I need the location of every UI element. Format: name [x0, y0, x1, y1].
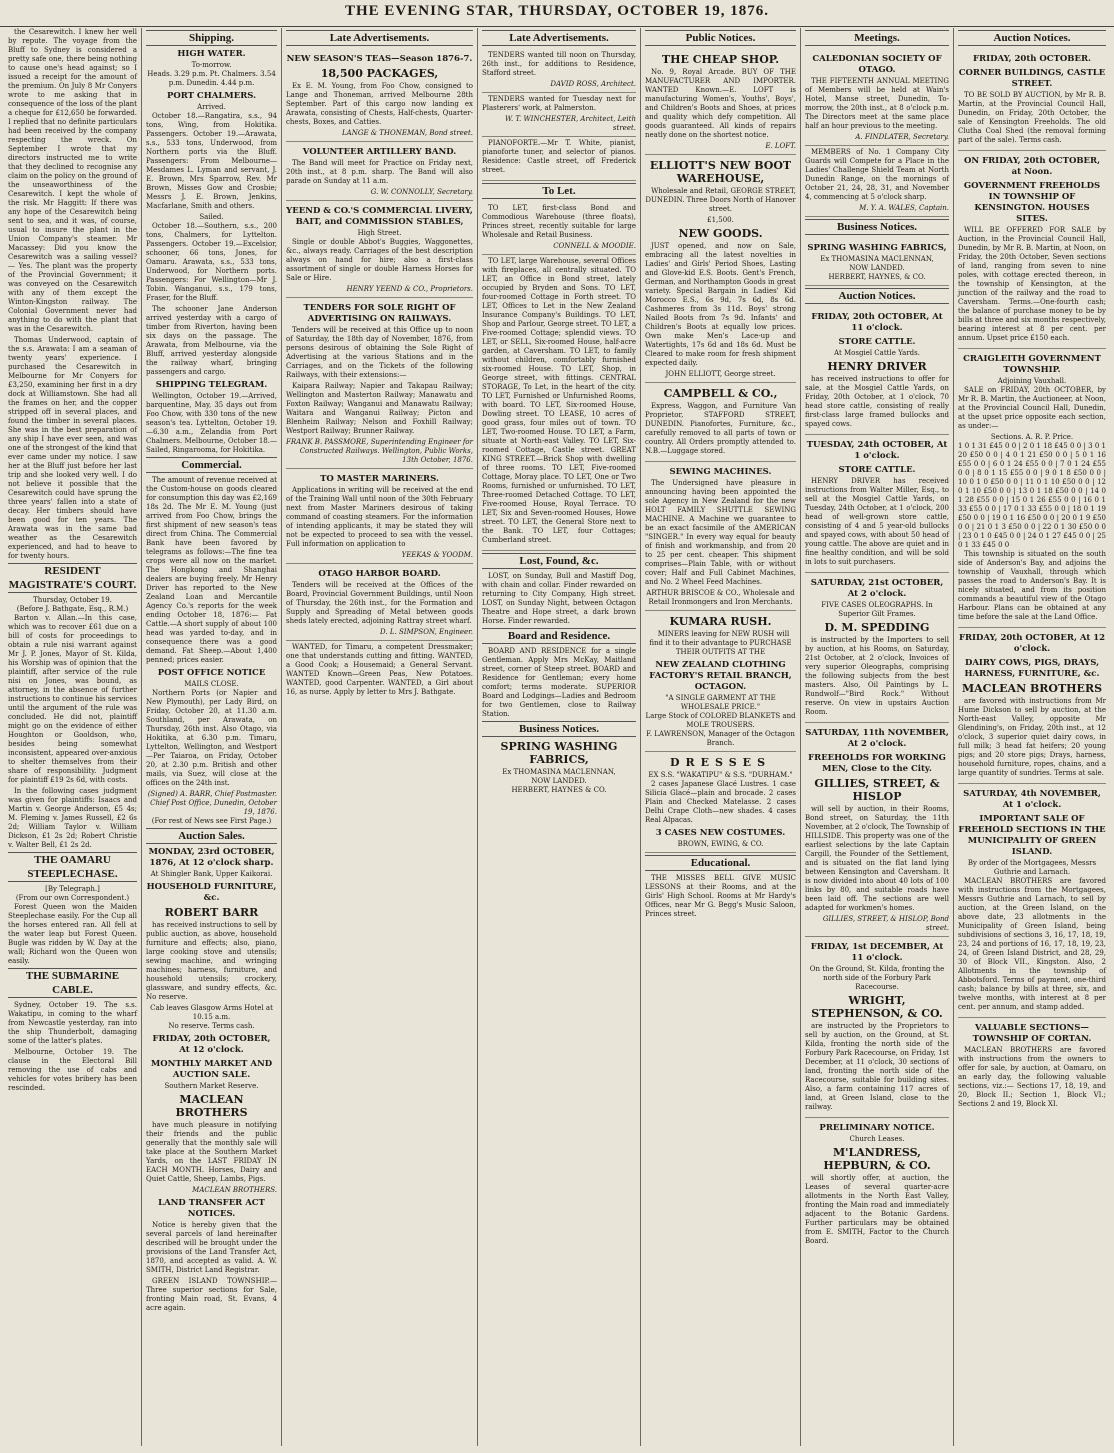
store-cattle-title: STORE CATTLE. [838, 337, 916, 347]
to-let-list-text: TO LET, large Warehouse, several Offices with fireplaces, all centrally situated. TO LET, an Office in Bond street, lately occupied by Bryden and Sons. TO LET, four-roomed Cottage in Forth street. TO LET, Offices to Let in the New Zealand Insurance Company's Buildings. TO LET, Shop and Parlour, George street. TO LET, a Five-roomed Cottage; splendid views. TO LET, or SELL, Six-roomed House, half-acre garden, at Caversham. TO LET, to family without children, comfortably furnished six-roomed House. TO LET, Shop, in George street, with fittings. CENTRAL STORAGE, To Let, in the heart of the city. TO LET, Furnished or Unfurnished Rooms, with board. TO LET, Six-roomed House, Dowling street. TO LEASE, 10 acres of good grass, four miles out of town. TO LET, Two-roomed House. TO LET, a Farm, situate at North-east Valley. TO LET, Six-roomed Cottage, Castle street. GREAT KING STREET.—Brick Shop with dwelling of three rooms. TO LET, Five-roomed Cottage, Moray place. TO LET, One or Two Rooms, furnished or unfurnished. TO LET, Three-roomed Detached Cottage. TO LET, Five-roomed House, Royal Terrace. TO LET, Six and Seven-roomed Houses, Howe street. TO LET, the General Store next to the Bank. TO LET, four Cottages; Cumberland street. [482, 257, 636, 544]
green-island-title: IMPORTANT SALE OF FREEHOLD SECTIONS IN THE MUNICIPALITY OF GREEN ISLAND. [958, 814, 1106, 857]
gillies-name: GILLIES, STREET, & HISLOP [814, 777, 940, 803]
harbour-board-signature: D. L. SIMPSON, Engineer. [380, 628, 473, 636]
kensington-text: TO BE SOLD BY AUCTION, by Mr R. B. Martin, at the Provincial Council Hall, Dunedin, on Friday, 20th October, the sale of Kensington Freeholds. The old Clutha Coal Shed (the removal forming part of the sale). Terms cash. [958, 91, 1106, 144]
tomorrow-label: To-morrow. [191, 61, 232, 69]
monday-sale-date: MONDAY, 23rd OCTOBER, 1876, At 12 o'clock sharp. [148, 847, 275, 868]
magistrates-court-date: Thursday, October 19. [33, 596, 112, 604]
monthly-market-title: MONTHLY MARKET AND AUCTION SALE. [150, 1059, 273, 1080]
washing-fabrics-signature: HERBERT, HAYNES & CO. [511, 786, 607, 794]
to-let-warehouse-ad [482, 202, 636, 255]
cortan-ad [958, 1018, 1106, 1114]
teas-ad [286, 49, 473, 142]
henry-driver-text: has received instructions to offer for sale, at the Mosgiel Cattle Yards, on Friday, 20th October, at 1 o'clock, 70 head store cattle, consisting of really first-class large framed bullocks and spayed cows. [805, 375, 949, 428]
column-3 [282, 28, 478, 1446]
kumara-text: MINERS leaving for NEW RUSH will find it to their advantage to PURCHASE THEIR OUTFITS AT THE [649, 630, 792, 656]
ross-tenders-text: TENDERS wanted till noon on Thursday, 26th inst., for additions to Residence, Stafford street. [482, 51, 636, 77]
to-let-warehouse-signature: CONNELL & MOODIE. [553, 242, 636, 250]
city-guards-ad [805, 146, 949, 217]
submarine-cable-text-2: Melbourne, October 19. The clause in the Electoral Bill removing the use of cabs and vehicles for votes bribery has been rescinded. [8, 1048, 137, 1092]
artillery-text: The Band will meet for Practice on Friday next, 20th inst., at 8 p.m. sharp. The Band will also parade on Sunday at 11 a.m. [286, 159, 473, 185]
kumara-ad [645, 611, 796, 752]
lost-found-title: Lost, Found, &c. [482, 553, 636, 569]
post-office-signature: (Signed) A. BARR, Chief Postmaster. Chief Post Office, Dunedin, October 19, 1876. [147, 790, 277, 816]
cortan-title: VALUABLE SECTIONS—TOWNSHIP OF CORTAN. [972, 1023, 1092, 1044]
st-kilda-ad [805, 937, 949, 1118]
column-5 [641, 28, 801, 1446]
sailed-label: Sailed. [199, 213, 224, 221]
arrived-label: Arrived. [197, 103, 226, 111]
elliott-text: Wholesale and Retail, GEORGE STREET, DUNEDIN. Three Doors North of Hanover street. [645, 187, 796, 213]
pianoforte-text: PIANOFORTE.—Mr T. White, pianist, pianoforte tuner, and selector of pianos. Residence: Castle street, off Frederick street. [482, 139, 636, 174]
caledonian-ad [805, 49, 949, 146]
government-freeholds-date: ON FRIDAY, 20th OCTOBER, at Noon. [963, 156, 1101, 177]
spedding-name: D. M. SPEDDING [824, 621, 930, 634]
railway-list: Kaipara Railway; Napier and Takapau Railway; Wellington and Masterton Railway; Manawatu and Foxton Railway; Wanganui and Manawatu Railway; Waitara and Wanganui Railway; Picton and Blenheim Railway; Nelson and Foxhill Railway; Westport Railway; Brunner Railway. [286, 382, 473, 435]
kensington-date: FRIDAY, 20th OCTOBER. [973, 54, 1091, 64]
kumara-title: KUMARA RUSH. [669, 615, 772, 628]
cheap-shop-ad [645, 49, 796, 155]
craigleith-lots-table: 1 0 1 31 £45 0 0 | 2 0 1 18 £45 0 0 | 3 0 1 20 £50 0 0 | 4 0 1 21 £50 0 0 | 5 0 1 16 £55 0 0 | 6 0 1 24 £55 0 0 | 7 0 1 24 £55 0 0 | 8 0 1 15 £55 0 0 | 9 0 1 8 £50 0 0 | 10 0 1 0 £50 0 0 | 11 0 1 10 £50 0 0 | 12 0 1 10 £50 0 0 | 13 0 1 18 £50 0 0 | 14 0 1 28 £55 0 0 | 15 0 1 26 £55 0 0 | 16 0 1 33 £55 0 0 | 17 0 1 33 £55 0 0 | 18 0 1 19 £50 0 0 | 19 0 1 16 £50 0 0 | 20 0 1 9 £50 0 0 | 21 0 1 3 £50 0 0 | 22 0 1 30 £50 0 0 | 23 0 1 0 £45 0 0 | 24 0 1 27 £45 0 0 | 25 0 1 33 £45 0 0 [958, 442, 1106, 549]
mariners-signature: YEEKAS & YOODM. [401, 551, 473, 559]
railway-tenders-signature: FRANK B. PASSMORE, Superintending Engineer for Constructed Railways. Wellington, Public Works, 13th October, 1876. [286, 438, 473, 464]
craigleith-text-2: This township is situated on the south side of Anderson's Bay, and adjoins the township of Vauxhall, through which passes the road to Anderson's Bay. It is nicely situated, and from its position commands a beautiful view of the Otago Harbour. Plans can be obtained at any time before the sale at the Land Office. [958, 550, 1106, 621]
oleographs-ad [805, 573, 949, 723]
railway-tenders-title: TENDERS FOR SOLE RIGHT OF ADVERTISING ON RAILWAYS. [303, 303, 456, 324]
lost-found-text: LOST, on Sunday, Bull and Mastiff Dog, with chain and collar. Finder rewarded on returning to City Company, High street. LOST, on Sunday Night, between Octagon Theatre and Hope street, a dark brown Horse. Finder rewarded. [482, 572, 636, 625]
educational-title: Educational. [645, 855, 796, 871]
shipping-telegram-title: SHIPPING TELEGRAM. [155, 380, 268, 390]
steeplechase-source: (From our own Correspondent.) [15, 894, 130, 902]
magistrates-court-before: (Before J. Bathgate, Esq., R.M.) [16, 605, 129, 613]
teas-signature: LANGE & THONEMAN, Bond street. [342, 129, 473, 137]
harbour-board-title: OTAGO HARBOR BOARD. [318, 569, 441, 579]
cheap-shop-title: THE CHEAP SHOP. [661, 53, 780, 66]
mlandress-text: will shortly offer, at auction, the Leases of several quarter-acre allotments in the North East Valley, fronting the Main road and immediately adjacent to the Botanic Gardens. Further particulars may be obtained from E. SMITH, Factor to the Church Board. [805, 1174, 949, 1245]
gillies-signature: GILLIES, STREET, & HISLOP, Bond street. [822, 915, 949, 932]
public-notices-title: Public Notices. [645, 30, 796, 46]
magistrates-court-title: RESIDENT MAGISTRATE'S COURT. [8, 565, 137, 591]
column-2 [142, 28, 282, 1446]
magistrates-court-text-2: In the following cases judgment was given for plaintiffs: Isaacs and Martin v. George Anderson, £5 4s; M. Fleming v. James Russell, £2 6s 2d; William Taylor v. William Dickson, £1 2s 2d; Robert Christie v. Walter Bell, £1 2s 2d. [8, 787, 137, 849]
oleographs-date: SATURDAY, 21st OCTOBER, At 2 o'clock. [810, 578, 944, 599]
store-cattle-date-2: TUESDAY, 24th OCTOBER, At 1 o'clock. [806, 440, 948, 461]
land-transfer-text: Notice is hereby given that the several parcels of land hereinafter described will be brought under the provisions of the Land Transfer Act, 1870, and accepted as valid. A. W. SMITH, District Land Registrar. [146, 1221, 277, 1274]
mails-close-label: MAILS CLOSE. [184, 680, 239, 688]
railway-tenders-text: Tenders will be received at this Office up to noon of Saturday, the 18th day of November, 1876, from persons desirous of obtaining the Sole Right of Advertising at the various Stations and in the Carriages, and on the Tickets of the following Railways, with their extensions:— [286, 326, 473, 379]
oleographs-title: FIVE CASES OLEOGRAPHS. In Superior Gilt Frames. [821, 601, 933, 618]
shipping-notes: The schooner Jane Anderson arrived yesterday with a cargo of timber from Riverton, having been six days on the passage. The Arawata, from Melbourne, via the Bluff, arrived yesterday alongside the railway wharf, bringing passengers and cargo. [146, 305, 277, 376]
masthead: THE EVENING STAR, THURSDAY, OCTOBER 19, 1876. [0, 0, 1114, 27]
ross-tenders-signature: DAVID ROSS, Architect. [550, 80, 636, 88]
sewing-machines-signature: ARTHUR BRISCOE & CO., Wholesale and Retail Ironmongers and Iron Merchants. [646, 589, 795, 606]
to-let-warehouse-text: TO LET, first-class Bond and Commodious Warehouse (three floats), Princes street, recently suitable for large Wholesale and Retail Business. [482, 204, 636, 239]
teas-count: 18,500 PACKAGES, [320, 67, 439, 80]
green-island-order: By order of the Mortgagees, Messrs Guthrie and Larnach. [967, 859, 1097, 876]
dresses-new-costumes: 3 CASES NEW COSTUMES. [655, 828, 786, 838]
church-leases-label: Church Leases. [849, 1135, 905, 1143]
caledonian-text: THE FIFTEENTH ANNUAL MEETING of Members will be held at Wain's Hotel, Manse street, Dunedin, To-morrow, the 20th inst., at 8 o'clock p.m. The Directors meet at the same place half an hour previous to the meeting. [805, 77, 949, 130]
post-office-text: Northern Ports (or Napier and New Plymouth), per Lady Bird, on Friday, October 20, at 11.30 a.m. Southland, per Arawata, on Thursday, 26th inst. Also Otago, via Hokitika, at 6.30 p.m. Timaru, Lyttelton, Wellington, and Westport—Per Taiaroa, on Friday, October 20, at 2.30 p.m. British and other mails, via Suez, will close at the offices on the 24th inst. [146, 689, 277, 787]
dresses-signature: BROWN, EWING, & CO. [677, 840, 764, 848]
washing-fabrics-signature-2: HERBERT, HAYNES, & CO. [828, 273, 926, 281]
cortan-text: MACLEAN BROTHERS are favored with instructions from the owners to offer for sale, by auction, at Oamaru, on an early day, the following valuable sections, viz.:— Sections 17, 18, 19, and 20, Block II.; Section 1, Block VI.; Sections 2 and 19, Block XI. [958, 1046, 1106, 1108]
magistrates-court-text: Barton v. Allan.—In this case, which was to recover £61 due on a bill of costs for proceedings to obtain a rule nisi warrant against Mr J. P. Jones, Mayor of St. Kilda, his Worship was of opinion that the plaintiff, after service of the rule nisi on Jones, was bound, as attorney, in the absence of further instructions to continue his services until the argument of the rule was concluded. He did not, plaintiff might go on the evidence of either Houghton or Gooldson, who, besides being somewhat inconsistent, appeared over-anxious to shelter themselves from their share of responsibility. Judgment for plaintiff £19 2s 6d, with costs. [8, 614, 137, 784]
no-reserve-note: No reserve. Terms cash. [168, 1022, 255, 1030]
mariners-ad [286, 469, 473, 564]
business-notices-title: Business Notices. [482, 721, 636, 737]
to-let-list [482, 255, 636, 551]
to-let-title: To Let. [482, 183, 636, 199]
yeend-ad [286, 201, 473, 298]
corner-buildings-title: CORNER BUILDINGS, CASTLE STREET. [958, 68, 1106, 89]
column-4 [478, 28, 641, 1446]
steeplechase-byline: [By Telegraph.] [45, 885, 100, 893]
artillery-title: VOLUNTEER ARTILLERY BAND. [302, 147, 457, 157]
board-residence-text: BOARD AND RESIDENCE for a single Gentleman. Apply Mrs McKay, Maitland street, corner of Steep street. BOARD and Residence for Gentleman; every home comfort; terms moderate. SUPERIOR Board and Lodgings—Ladies and Bedroom for two Gentlemen, close to Railway Station. [482, 647, 636, 718]
robert-barr-text: has received instructions to sell by public auction, as above, household furniture and effects; also, piano, large cooking stove and utensils; sewing machine, and wringing machines; harness, furniture, and household utensils; crockery, glassware, and sundry effects, &c. No reserve. [146, 921, 277, 1001]
cheap-shop-signature: E. LOFT. [765, 142, 796, 150]
teas-title: NEW SEASON'S TEAS—Season 1876-7. [286, 54, 473, 64]
sewing-machines-title: SEWING MACHINES. [669, 467, 772, 477]
dairy-cows-title: DAIRY COWS, PIGS, DRAYS, HARNESS, FURNITURE, &c. [964, 658, 1100, 679]
government-freeholds-ad [958, 151, 1106, 349]
st-kilda-date: FRIDAY, 1st DECEMBER, At 11 o'clock. [810, 942, 944, 963]
preliminary-notice-title: PRELIMINARY NOTICE. [819, 1123, 935, 1133]
tide-times: Heads. 3.29 p.m. Pt. Chalmers. 3.54 p.m. Dunedin. 4.44 p.m. [147, 70, 276, 87]
port-chalmers-label: PORT CHALMERS. [166, 91, 257, 101]
caledonian-title: CALEDONIAN SOCIETY OF OTAGO. [812, 54, 942, 75]
washing-fabrics-ad [805, 238, 949, 286]
wanted-text: WANTED, for Timaru, a competent Dressmaker; one that understands cutting and fitting. WANTED, a Good Cook; a Housemaid; a General Servant. WANTED Known—Green Peas, New Potatoes. WANTED, good Carpenter. WANTED, a Girl about 16, as nurse. Apply by letter to Mrs J. Bathgate. [286, 643, 473, 696]
washing-fabrics-title: SPRING WASHING FABRICS, [500, 740, 618, 766]
harbour-board-text: Tenders will be received at the Offices of the Board, Provincial Government Buildings, until Noon of Thursday, the 26th inst., for the Formation and Supply and Spreading of Metal between goods sheds lately erected, adjoining Rattray street wharf. [286, 581, 473, 625]
meetings-title: Meetings. [805, 30, 949, 46]
commercial-title: Commercial. [146, 457, 277, 473]
artillery-ad [286, 142, 473, 201]
high-water-label: HIGH WATER. [177, 49, 246, 59]
sewing-machines-text: The Undersigned have pleasure in announcing having been appointed the sole Agency in New Zealand for the new HOLT FAMILY SHUTTLE SEWING MACHINE. A Machine we guarantee to be an exact facsimile of the AMERICAN "SINGER." In every way equal for beauty of finish and workmanship, and from 20 to 25 per cent. cheaper. This shipment comprises—Plain Table, with or without cover; Half and Full Cabinet Machines, and No. 2 Wheel Feed Machines. [645, 479, 796, 586]
green-island-text: MACLEAN BROTHERS are favored with instructions from the Mortgagees, Messrs Guthrie and Larnach, to sell by auction, at the Green Island, on the above date, 23 allotments in the Municipality of Green Island, being subdivisions of sections 3, 16, 17, 18, 19, 23, 24 and portions of 16, 17, 18, 19, 23, 24, of Green Island District, and 28, 29, 30 of Block VII., Kingston. Also, 2 Allotments in the township of Abbotsford. Terms of payment, one-third cash; balance by bills at three, six, and twelve months, with interest at 8 per cent. per annum, and stamp added. [958, 877, 1106, 1011]
washing-fabrics-ship: Ex THOMASINA MACLENNAN, [502, 768, 616, 776]
artillery-signature: G. W. CONNOLLY, Secretary. [370, 188, 473, 196]
yeend-text: Single or double Abbot's Buggies, Waggonettes, &c., always ready. Carriages of the best description always on hand for hire; also a first-class assortment of single or double Harness Horses for Sale or Hire. [286, 238, 473, 282]
auction-sales-title: Auction Sales. [146, 828, 277, 844]
mariners-text: Applications in writing will be received at the end of the Training Wall until noon of the 30th February next from Master Mariners desirous of taking command of coasting steamers. For the information of intending applicants, it may be stated they will not be expected to proceed to sea with the vessel. Full information on application to [286, 486, 473, 548]
wanted-ads [286, 641, 473, 702]
yeend-signature: HENRY YEEND & CO., Proprietors. [346, 285, 473, 293]
elliott-title: ELLIOTT'S NEW BOOT WAREHOUSE, [649, 159, 792, 185]
plasterers-signature: W. T. WINCHESTER, Architect, Leith street. [504, 115, 636, 132]
arrivals-text: October 18.—Rangatira, s.s., 94 tons, Wing, from Hokitika. Passengers. October 19.—Arawata, s.s., 533 tons, Underwood, from Northern ports via the Bluff. Passengers: From Melbourne—Mesdames L. Lyman and servant, J. E. Brown, Mrs Sparrow, Rev. Mr Brown, Misses Gow and Crosbie; Messrs J. E. Brown, Jenkins, Macfarlane, Smith and others. [146, 112, 277, 210]
kensington-ad [958, 49, 1106, 151]
craigleith-text: SALE on FRIDAY, 20th OCTOBER, by Mr R. B. Martin, the Auctioneer, at Noon, at the Provincial Council Hall, Dunedin, at the upset price opposite each section, as under:— [958, 386, 1106, 430]
dresses-title: DRESSES [669, 756, 772, 769]
shingler-bank-location: At Shingler Bank, Upper Kaikorai. [150, 870, 273, 878]
craigleith-lots-header: Sections. A. R. P. Price. [990, 433, 1074, 441]
caledonian-signature: A. FINDLATER, Secretary. [855, 133, 949, 141]
henry-driver-name: HENRY DRIVER [827, 360, 927, 373]
kumara-stock: Large Stock of COLORED BLANKETS and MOLE TROUSERS. [645, 712, 796, 729]
shipping-telegram-text: Wellington, October 19.—Arrived, barquentine, May, 35 days out from Foo Chow, with 330 tons of the new season's tea. Lyttelton, October 19.—6.30 a.m., Zelandia from Port Chalmers. Melbourne, October 18.—Sailed, Ringarooma, for Hokitika. [146, 392, 277, 454]
plasterers-text: TENDERS wanted for Tuesday next for Plasterers' work, at Palmerston. [482, 95, 636, 112]
craigleith-title: CRAIGLEITH GOVERNMENT TOWNSHIP. [963, 354, 1101, 375]
cesarewitch-report: the Cesarewitch. I knew her well by repute. The voyage from the Bluff to Sydney is considered a pretty safe one, there being nothing to cause one's head against; so I issued a receipt for the amount of the premium. On July 8 Mr Conyers wrote to me asking that in consequence of the loss of the plant a cheque for £12,650 be forwarded. I replied that no definite particulars had been received by the company respecting the wreck. On September I wrote that my directors instructed me to write that they declined to recognise any claim on the policy on the ground of the unseaworthiness of the Cesarewitch. I kept the whole of the risk. Mr Haggitt: If there was any hope of the Cesarewitch being sent to sea, and it was, of course, usual to insure the plant in the Union Company's steamer. Mr Macassey: Did you know the Cesarewitch was a sailing vessel? — Yes. The plant was the property of the Provincial Government; it was conveyed on the Cesarewitch with any of them except the Winton-Kingston railway. The Colonial Government never had anything to do with the plant that was in the Cesarewitch. [8, 28, 137, 333]
maclean-brothers-text: have much pleasure in notifying their friends and the public generally that the monthly sale will take place at the Southern Market Yards, on the LAST FRIDAY IN EACH MONTH. Horses, Dairy and Quiet Cattle, Sheep, Lambs, Pigs. [146, 1121, 277, 1183]
column-6 [801, 28, 954, 1446]
spedding-text: is instructed by the Importers to sell by auction, at his Rooms, on Saturday, 21st October, at 2 o'clock, Invoices of very superior Oleographs, comprising the following subjects from the best masters. Also, Oil Paintings by L. Rundwolf—"Bird Rock." Without reserve. On view in upstairs Auction Room. [805, 636, 949, 716]
washing-fabrics-landed: NOW LANDED. [531, 777, 587, 785]
commercial-text: The amount of revenue received at the Custom-house on goods cleared for consumption this day was £2,169 18s 2d. The Mr E. M. Young (just arrived from Foo Chow, brings the first shipment of new season's teas direct from China. The Commercial Bank have been favored by telegrams as follows:—The fine tea crops were all now on the market. The Hongkong and Shanghai dealers are buying freely. Mr Henry Driver has reported to the New Zealand Loan and Mercantile Agency Co.'s reports for the week ending October 18, 1876:— Fat Cattle.—A short supply of about 100 head was yarded to-day, and in consequence there was a good demand. Fat Sheep.—About 1,400 penned; prices easier. [146, 476, 277, 664]
yeend-subtitle: High Street. [357, 229, 402, 237]
maclean-brothers-signature: MACLEAN BROTHERS. [192, 1186, 277, 1194]
freeholds-title: FREEHOLDS FOR WORKING MEN, Close to the City. [808, 753, 946, 774]
new-goods-title: NEW GOODS. [678, 227, 763, 240]
kumara-signature: F. LAWRENSON, Manager of the Octagon Branch. [646, 730, 795, 747]
educational-text: THE MISSES BELL GIVE MUSIC LESSONS at their Rooms, and at the Girls' High School. Rooms at Mr Hardy's Offices, near Mr G. Begg's Music Saloon, Princes street. [645, 874, 796, 918]
henry-driver-text-2: HENRY DRIVER has received instructions from Walter Miller, Esq., to sell at the Mosgiel Cattle Yards, on Tuesday, 24th October, at 1 o'clock, 200 head of well-grown store cattle, consisting of 4 and 5 year-old bullocks and spayed cows, with about 50 head of young cattle. The above are quiet and in fine healthy condition, and will be sold in lots to suit purchasers. [805, 477, 949, 566]
campbell-title: CAMPBELL & CO., [663, 387, 778, 400]
washing-fabrics-landed-2: NOW LANDED. [849, 264, 905, 272]
store-cattle-ad-2 [805, 435, 949, 573]
city-guards-text: MEMBERS of No. 1 Company City Guards will Compete for a Place in the Ladies' Challenge Shield Team at North Dunedin Range, on the mornings of October 21, 24, 28, 31, and November 4, commencing at 5 o'clock sharp. [805, 148, 949, 201]
city-guards-signature: M. Y. A. WALES, Captain. [859, 204, 949, 212]
elliott-stock: £1,500. [707, 216, 734, 224]
dresses-ad [645, 752, 796, 853]
cab-note: Cab leaves Glasgow Arms Hotel at 10.15 a.m. [150, 1004, 273, 1021]
st-kilda-location: On the Ground, St. Kilda, fronting the north side of the Forbury Park Racecourse. [809, 965, 945, 991]
kumara-price: "A SINGLE GARMENT AT THE WHOLESALE PRICE." [665, 694, 776, 711]
maclean-brothers-name: MACLEAN BROTHERS [175, 1093, 248, 1119]
store-cattle-ad [805, 307, 949, 435]
yeend-title: YEEND & CO.'S COMMERCIAL LIVERY, BAIT, and COMMISSION STABLES, [286, 206, 473, 227]
freeholds-ad [805, 723, 949, 937]
dresses-ships: EX S.S. "WAKATIPU" & S.S. "DURHAM." [648, 771, 793, 779]
store-cattle-location: At Mosgiel Cattle Yards. [834, 349, 920, 357]
railway-tenders-ad [286, 298, 473, 469]
household-furniture-title: HOUSEHOLD FURNITURE, &c. [146, 882, 277, 903]
rest-of-news-note: (For rest of News see First Page.) [151, 817, 272, 825]
new-goods-text: JUST opened, and now on Sale, embracing all the latest novelties in Ladies' and Girls' Period Shoes, Lasting and Glove-kid E.S. Boots. Gent's French, German, and Northampton Goods in great variety. Special Bargain in Ladies' Kid Morocco E.S., 6s 9d, 7s 6d, 8s 6d. Cashmeres from 3s 11d. Boys' strong Nailed Boots from 7s 9d. Infants' and Children's Boots at equally low prices. Own make Men's Lace-up and Watertights, 17s 6d and 18s 6d. Must be Cleared to make room for fresh shipment expected daily. [645, 242, 796, 367]
campbell-text: Express, Waggon, and Furniture Van Proprietor, STAFFORD STREET, DUNEDIN. Pianofortes, Furniture, &c., carefully removed to all parts of town or country. All Orders promptly attended to. N.B.—Luggage stored. [645, 402, 796, 455]
washing-fabrics-ship-2: Ex THOMASINA MACLENNAN, [820, 255, 934, 263]
late-advertisements-title-2: Late Advertisements. [482, 30, 636, 46]
store-cattle-title-2: STORE CATTLE. [838, 465, 916, 475]
freeholds-date: SATURDAY, 11th NOVEMBER, At 2 o'clock. [805, 728, 949, 749]
sailings-text: October 18.—Southern, s.s., 200 tons, Chalmers, for Lyttelton. Passengers. October 19.—Excelsior, schooner, 66 tons, Jones, for Oamaru. Arawata, s.s., 533 tons, Underwood, for Northern ports. Passengers: For Wellington—Mr J. Tobin. Wanganui, s.s., 179 tons, Fraser, for the Bluff. [146, 222, 277, 302]
steeplechase-title: THE OAMARU STEEPLECHASE. [8, 852, 137, 882]
craigleith-subtitle: Adjoining Vauxhall. [997, 377, 1067, 385]
steeplechase-text: Forest Queen won the Maiden Steeplechase easily. For the Cup all the horses entered ran. All fell at the water leap but Forest Queen. Bugle was ridden by W. Day at the wall; Richard won the Queen won easily. [8, 903, 137, 965]
mariners-title: TO MASTER MARINERS. [320, 474, 439, 484]
late-advertisements-title: Late Advertisements. [286, 30, 473, 46]
craigleith-ad [958, 349, 1106, 628]
harbour-board-ad [286, 564, 473, 641]
plasterers-ad [482, 93, 636, 137]
green-island-ad [958, 784, 1106, 1018]
government-freeholds-text: WILL BE OFFERED FOR SALE by Auction, in the Provincial Council Hall, Dunedin, by Mr R. B. Martin, at Noon, on Friday, the 20th October, Seven sections of land, ranging from seven to nine poles, with cottage erected thereon, in the township of Kensington, at the junction of the railway and the road to Caversham. Terms.—One-fourth cash; the balance of purchase money to be by bills at three and six months respectively, bearing interest at 8 per cent. per annum. Upset price £150 each. [958, 226, 1106, 342]
gillies-text: will sell by auction, in their Rooms, Bond street, on Saturday, the 11th November, at 2 o'clock, The Township of HILLSIDE. This property was one of the earliest selections by the late Captain Cargill, the Founder of the Settlement, and is situated on the flat land lying between Kensington and Caversham. It is now divided into about 40 lots of 100 links by 80, and suitable roads have been laid off. The sections are well adapted for workmen's homes. [805, 805, 949, 912]
dairy-cows-text: are favored with instructions from Mr Hume Dickson to sell by auction, at the North-east Valley, opposite Mr Glendining's, on Friday, 20th inst., at 12 o'clock, 3 superior quiet dairy cows, in full milk; 3 head fat heifers; 20 young pigs; and 20 store pigs; Drays, harness, household furniture, ropes, chains, and a large quantity of sundries. Terms at sale. [958, 697, 1106, 777]
shipping-title: Shipping. [146, 30, 277, 46]
green-island-date: SATURDAY, 4th NOVEMBER, At 1 o'clock. [963, 789, 1101, 810]
wright-name: WRIGHT, STEPHENSON, & CO. [811, 994, 943, 1020]
cheap-shop-text: No. 9, Royal Arcade. BUY OF THE MANUFACTURER AND IMPORTER. WANTED Known.—E. LOFT is manufacturing Women's, Youths', Boys', and Children's Boots and Shoes, at prices and quality which defy competition. All goods guaranteed. All kinds of repairs neatly done on the shortest notice. [645, 68, 796, 139]
wright-text: are instructed by the Proprietors to sell by auction, on the Ground, at St. Kilda, fronting the north side of the Forbury Park Racecourse, on Friday, 1st December, at 11 o'clock, 30 sections of land, fronting the north side of the Racecourse, suitable for building sites. Also, a farm containing 117 acres of land, at Green Island, close to the railway. [805, 1022, 949, 1111]
column-1 [4, 28, 142, 1446]
kumara-factory: NEW ZEALAND CLOTHING FACTORY'S RETAIL BRANCH, OCTAGON. [649, 660, 792, 692]
pianoforte-ad [482, 137, 636, 181]
washing-fabrics-title-2: SPRING WASHING FABRICS, [807, 243, 947, 253]
submarine-cable-text: Sydney, October 19. The s.s. Wakatipu, in coming to the wharf from Newcastle yesterday, ran into the ship Thunderbolt, damaging some of the latter's plates. [8, 1001, 137, 1045]
ross-tenders-ad [482, 49, 636, 93]
maclean-brothers-name-2: MACLEAN BROTHERS [961, 682, 1103, 695]
dresses-text: 2 cases Japanese Glacé Lustres. 1 case Silicia Glacé—plain and brocade. 2 cases Plain and Checked Matelasse. 2 cases Delhi Crape Cloth—new shades. 4 cases Real Alpacas. [645, 780, 796, 824]
column-7 [954, 28, 1110, 1446]
submarine-cable-title: THE SUBMARINE CABLE. [8, 968, 137, 998]
elliott-ad [645, 155, 796, 383]
land-transfer-title: LAND TRANSFER ACT NOTICES. [158, 1198, 265, 1219]
green-island-note: GREEN ISLAND TOWNSHIP.—Three superior sections for Sale, fronting Main road, St. Evans, 4 acre again. [146, 1277, 277, 1312]
friday-sale-date: FRIDAY, 20th OCTOBER, At 12 o'clock. [152, 1034, 271, 1055]
robert-barr-name: ROBERT BARR [164, 906, 259, 919]
store-cattle-date: FRIDAY, 20th OCTOBER, At 11 o'clock. [811, 312, 943, 333]
board-residence-title: Board and Residence. [482, 628, 636, 644]
cesarewitch-report-cont: Thomas Underwood, captain of the s.s. Arawata: I am a seaman of twenty years' experience. I purchased the Cesarewitch in Melbourne for Mr Conyers for £3,250, examining her first in a dry dock at Williamstown. She had all the frames on her, and the copper stripped off in several places, and found the timber in several places. She was in the best preparation of any ship I have ever seen, and was one of the strongest of the kind that ever came under my notice. I saw her at the Bluff just before her last trip and she looked very well. I do not believe it possible that the Cesarewitch could have sprung the three years' fallen into a state of decay. Her timbers should have been good for ten years. The Arawata was in the same bad weather as the Cesarewitch experienced, and had to heave to for twenty hours. [8, 336, 137, 560]
sewing-machines-ad [645, 462, 796, 611]
church-leases-ad [805, 1118, 949, 1251]
auction-notices-title-2: Auction Notices. [958, 30, 1106, 46]
campbell-ad [645, 383, 796, 462]
post-office-title: POST OFFICE NOTICE [157, 668, 266, 678]
dairy-cows-date: FRIDAY, 20th OCTOBER, At 12 o'clock. [958, 633, 1106, 654]
mlandress-name: M'LANDRESS, HEPBURN, & CO. [823, 1146, 931, 1172]
auction-notices-title: Auction Notices. [805, 288, 949, 304]
dairy-cows-ad [958, 628, 1106, 784]
new-goods-signature: JOHN ELLIOTT, George street. [665, 370, 776, 378]
teas-text: Ex E. M. Young, from Foo Chow, consigned to Lange and Thoneman, arrived Melbourne 28th September. Part of this cargo now landing ex Arawata, consisting of Chests, Half-chests, Quarter-chests, Boxes, and Catties. [286, 82, 473, 126]
southern-market-label: Southern Market Reserve. [164, 1082, 259, 1090]
business-notices-title-2: Business Notices. [805, 219, 949, 235]
government-freeholds-title: GOVERNMENT FREEHOLDS IN TOWNSHIP OF KENSINGTON. HOUSES SITES. [963, 181, 1101, 224]
